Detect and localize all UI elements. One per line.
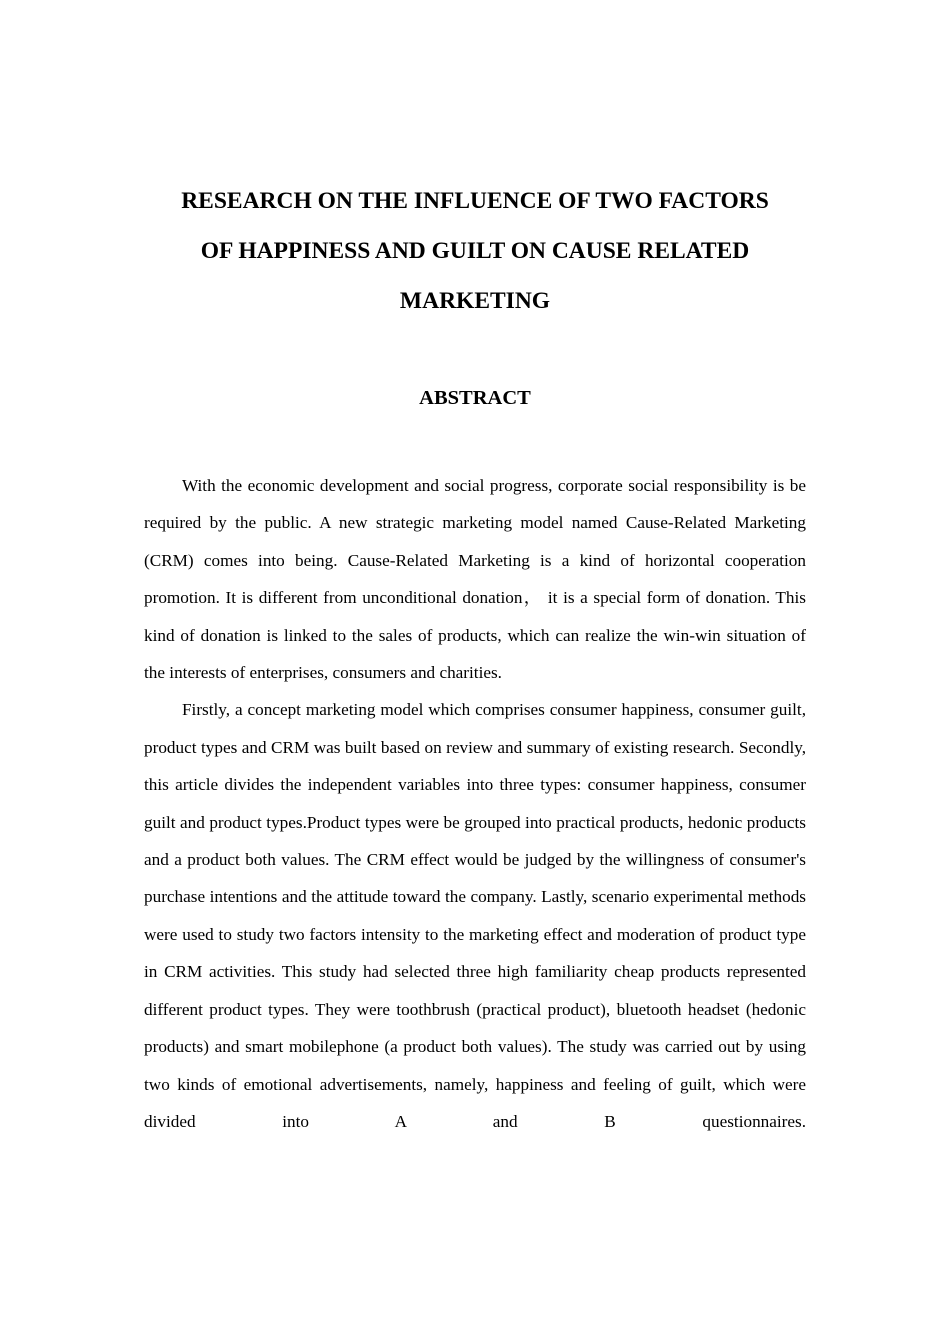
title-line-1: RESEARCH ON THE INFLUENCE OF TWO FACTORS xyxy=(181,188,769,214)
paper-title xyxy=(140,176,810,326)
title-line-3: MARKETING xyxy=(399,288,551,314)
abstract-paragraph-1: With the economic development and social progress, corporate social responsibility is be required by the public. A new strategic marketing model named Cause-Related Marketing (CRM) comes into being. Cause-Related Marketing is a kind of horizontal cooperation promotion. It is different from unconditional donation， it is a special form of donation. This kind of donation is linked to the sales of products, which can realize the win-win situation of the interests of enterprises, consumers and charities. xyxy=(144,476,806,683)
abstract-heading: ABSTRACT xyxy=(419,387,531,409)
title-line-2: OF HAPPINESS AND GUILT ON CAUSE RELATED xyxy=(200,238,750,264)
abstract-paragraph-2: Firstly, a concept marketing model which comprises consumer happiness, consumer guilt, product types and CRM was built based on review and summary of existing research. Secondly, this article divides the independent variables into three types: consumer happiness, consumer guilt and product types.Product types were be grouped into practical products, hedonic products and a product both values. The CRM effect would be judged by the willingness of consumer's purchase intentions and the attitude toward the company. Lastly, scenario experimental methods were used to study two factors intensity to the marketing effect and moderation of product type in CRM activities. This study had selected three high familiarity cheap products represented different product types. They were toothbrush (practical product), bluetooth headset (hedonic products) and smart mobilephone (a product both values). The study was carried out by using two kinds of emotional advertisements, namely, happiness and feeling of guilt, which were divided into A and B questionnaires. xyxy=(144,700,806,1131)
abstract-body xyxy=(144,467,806,1140)
